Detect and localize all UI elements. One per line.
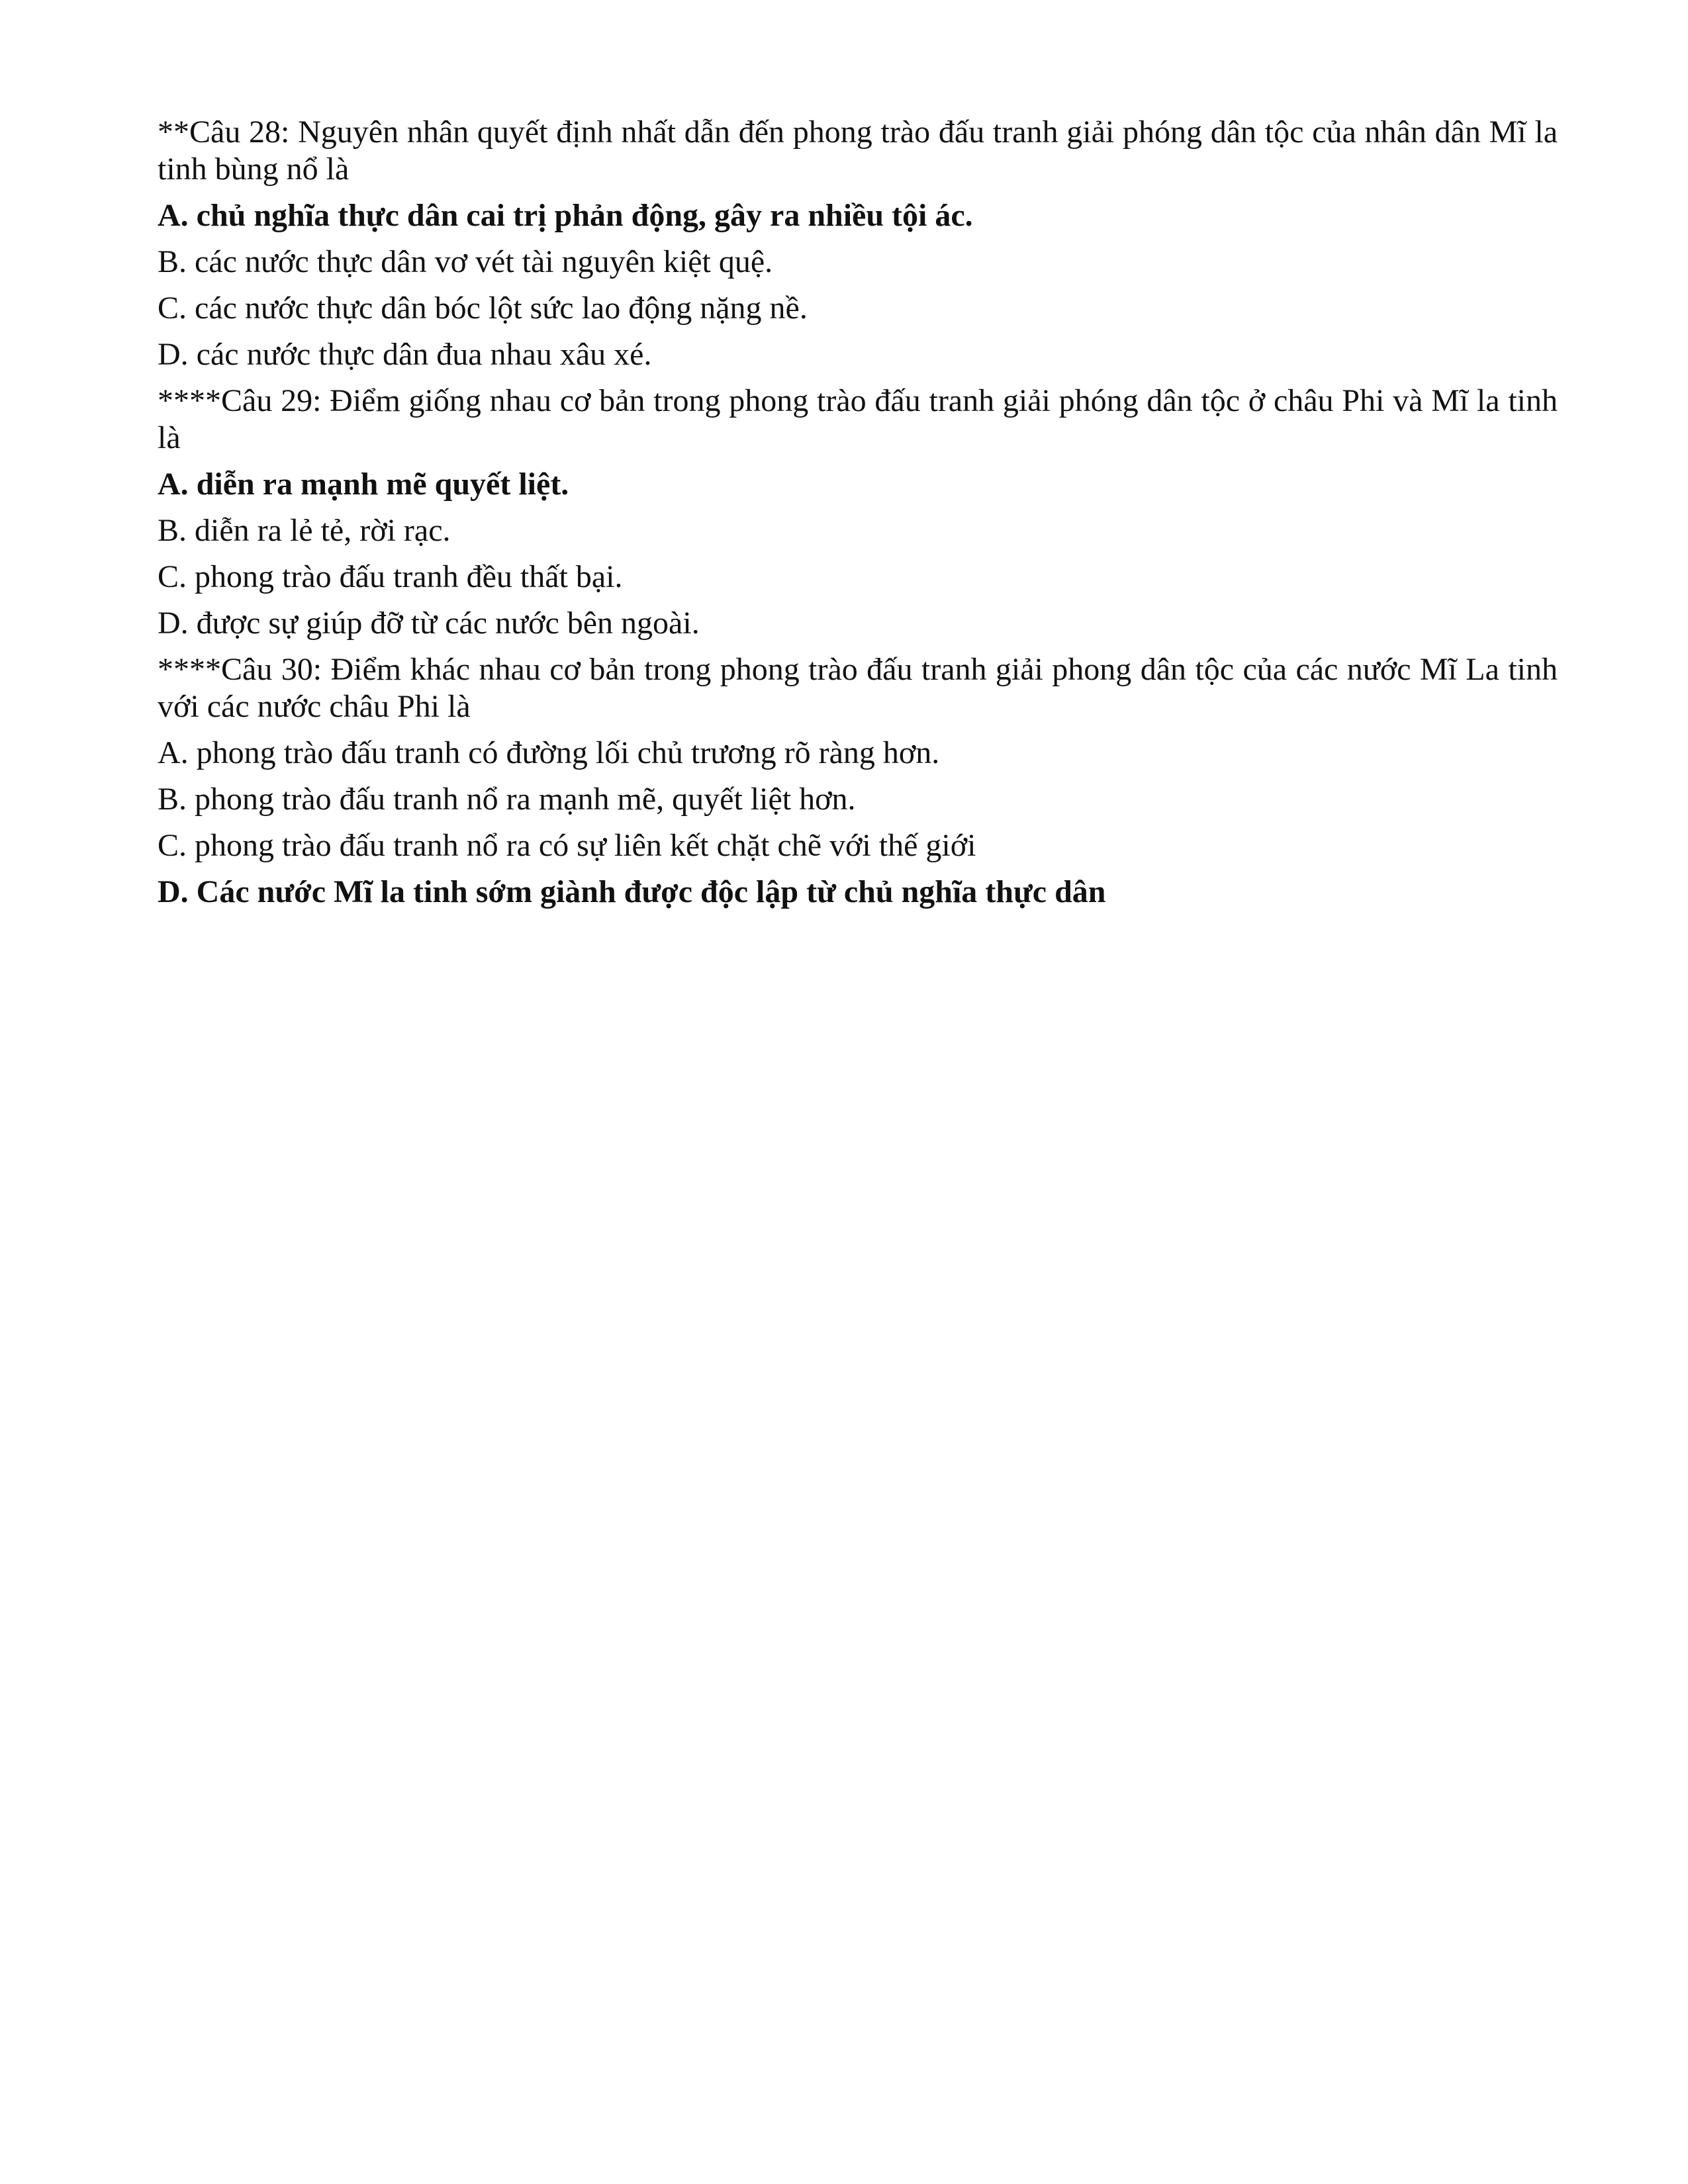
answer-option: C. phong trào đấu tranh nổ ra có sự liên kết chặt chẽ với thế giới xyxy=(158,828,976,863)
answer-option-correct: D. Các nước Mĩ la tinh sớm giành được độc lập từ chủ nghĩa thực dân xyxy=(158,874,1106,909)
answer-option-correct: A. diễn ra mạnh mẽ quyết liệt. xyxy=(158,467,569,502)
answer-option: C. phong trào đấu tranh đều thất bại. xyxy=(158,559,623,594)
question-stem: **Câu 28: Nguyên nhân quyết định nhất dẫn đến phong trào đấu tranh giải phóng dân tộc của nhân dân Mĩ la tinh bùng nổ là xyxy=(158,114,1558,187)
answer-option: B. diễn ra lẻ tẻ, rời rạc. xyxy=(158,513,451,548)
answer-option: D. được sự giúp đỡ từ các nước bên ngoài. xyxy=(158,606,700,641)
question-list xyxy=(158,114,1558,920)
question-stem: ****Câu 29: Điểm giống nhau cơ bản trong phong trào đấu tranh giải phóng dân tộc ở châu Phi và Mĩ la tinh là xyxy=(158,383,1558,455)
question-block-30 xyxy=(158,651,1558,911)
answer-option: C. các nước thực dân bóc lột sức lao động nặng nề. xyxy=(158,291,808,326)
question-block-29 xyxy=(158,383,1558,642)
question-block-28 xyxy=(158,114,1558,373)
question-stem: ****Câu 30: Điểm khác nhau cơ bản trong phong trào đấu tranh giải phong dân tộc của các nước Mĩ La tinh với các nước châu Phi là xyxy=(158,652,1558,724)
answer-option: A. phong trào đấu tranh có đường lối chủ trương rõ ràng hơn. xyxy=(158,735,940,770)
answer-option-correct: A. chủ nghĩa thực dân cai trị phản động, gây ra nhiều tội ác. xyxy=(158,198,973,233)
answer-option: D. các nước thực dân đua nhau xâu xé. xyxy=(158,337,652,372)
answer-option: B. các nước thực dân vơ vét tài nguyên kiệt quệ. xyxy=(158,244,773,279)
answer-option: B. phong trào đấu tranh nổ ra mạnh mẽ, quyết liệt hơn. xyxy=(158,782,856,817)
